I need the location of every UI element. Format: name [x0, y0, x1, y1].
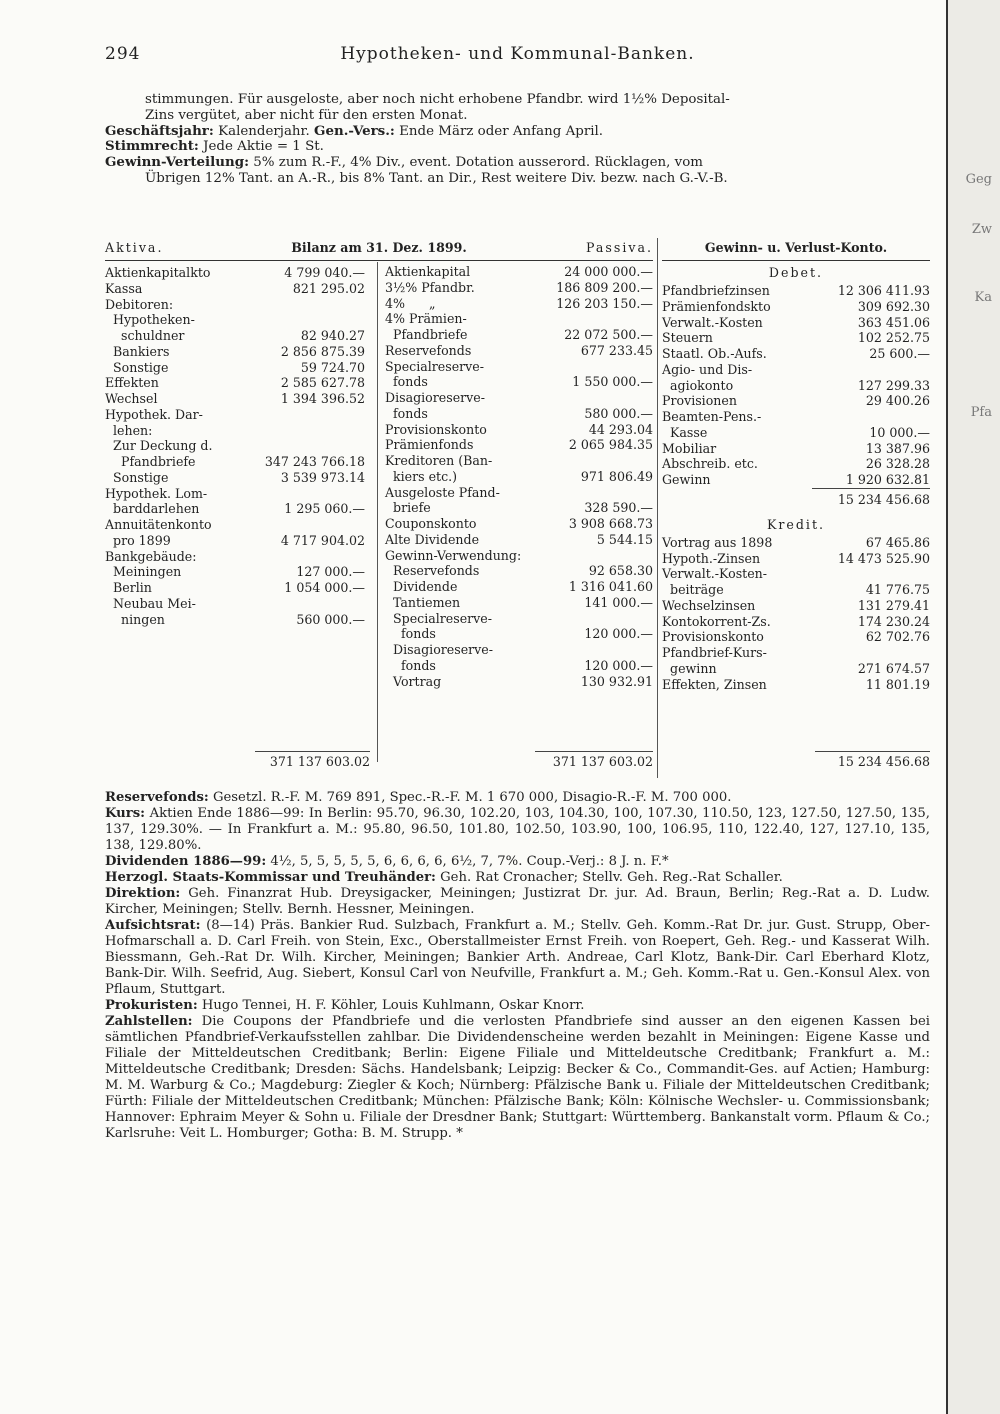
aktiva-row [105, 580, 375, 596]
kredit-value: 131 279.41 [857, 597, 930, 613]
debet-value: 29 400.26 [865, 393, 930, 409]
aktiva-label: Hypothek. Dar- [105, 406, 203, 422]
passiva-value: 971 806.49 [580, 468, 653, 484]
kredit-row [662, 614, 930, 630]
gewinn-text: 5% zum R.-F., 4% Div., event. Dotation ausserord. Rücklagen, vom [253, 155, 703, 171]
intro-line: stimmungen. Für ausgeloste, aber noch nicht erhobene Pfandbr. wird 1½% Deposital- [145, 92, 730, 107]
footer-paragraph [105, 806, 930, 854]
aktiva-value: 4 717 904.02 [280, 532, 365, 548]
aktiva-value: 4 799 040.— [284, 265, 365, 280]
passiva-row [385, 658, 653, 674]
debet-value: 1 920 632.81 [845, 472, 930, 487]
aktiva-row [105, 501, 375, 517]
passiva-row [385, 611, 653, 627]
geschaeftsjahr-text: Kalenderjahr. [218, 123, 310, 139]
aktiva-row [105, 423, 375, 439]
kredit-label: Effekten, Zinsen [662, 676, 767, 692]
aktiva-row [105, 612, 375, 628]
aktiva-row [105, 486, 375, 502]
kredit-row [662, 551, 930, 567]
aktiva-label: Aktienkapitalkto [105, 265, 211, 280]
aktiva-label: Hypotheken- [105, 312, 195, 328]
passiva-label: fonds [385, 657, 436, 673]
debet-label: Agio- und Dis- [662, 361, 753, 377]
aktiva-value: 1 054 000.— [284, 580, 365, 595]
aktiva-label: schuldner [105, 328, 185, 343]
debet-row [662, 472, 930, 488]
aktiva-row [105, 281, 375, 297]
kredit-row [662, 661, 930, 677]
footer-label: Direktion: [105, 886, 181, 901]
aktiva-row [105, 297, 375, 313]
kredit-value: 62 702.76 [865, 629, 930, 645]
aktiva-value: 1 394 396.52 [280, 391, 365, 406]
passiva-label: Provisionskonto [385, 421, 487, 437]
passiva-value: 24 000 000.— [564, 264, 653, 279]
aktiva-row [105, 344, 375, 360]
debet-label: Prämienfondskto [662, 298, 771, 314]
kredit-row [662, 629, 930, 645]
debet-value: 13 387.96 [865, 440, 930, 456]
passiva-row [385, 422, 653, 438]
passiva-row [385, 264, 653, 280]
aktiva-value: 59 724.70 [300, 359, 365, 375]
aktiva-row [105, 470, 375, 486]
kredit-row [662, 645, 930, 661]
aktiva-label: barddarlehen [105, 501, 200, 517]
debet-label: Pfandbriefzinsen [662, 283, 770, 298]
footer-text: Geh. Rat Cronacher; Stellv. Geh. Reg.-Rat Schaller. [440, 870, 783, 885]
debet-label: agiokonto [662, 377, 734, 393]
passiva-value: 1 550 000.— [572, 374, 653, 390]
passiva-value: 1 316 041.60 [568, 579, 653, 594]
debet-label: Verwalt.-Kosten [662, 314, 763, 330]
debet-row [662, 283, 930, 299]
aktiva-label: lehen: [105, 422, 153, 438]
intro-line: Zins vergütet, aber nicht für den ersten Monat. [145, 107, 468, 123]
page-title: Hypotheken- und Kommunal-Banken. [340, 44, 695, 64]
footer-text: Hugo Tennei, H. F. Köhler, Louis Kuhlmann, Oskar Knorr. [201, 998, 585, 1013]
passiva-value: 677 233.45 [580, 342, 653, 358]
debet-row [662, 409, 930, 425]
guv-header [662, 238, 930, 261]
margin-fragment: Geg [965, 172, 992, 187]
passiva-label: Pfandbriefe [385, 327, 468, 342]
bilanz-title: Bilanz am 31. Dez. 1899. [291, 240, 467, 255]
genvers-text: Ende März oder Anfang April. [399, 123, 604, 139]
passiva-row [385, 595, 653, 611]
aktiva-label: Meiningen [105, 564, 182, 580]
debet-row [662, 330, 930, 346]
passiva-value: 22 072 500.— [564, 327, 653, 342]
stimmrecht-label: Stimmrecht: [105, 138, 199, 155]
debet-value: 26 328.28 [865, 456, 930, 472]
aktiva-label: pro 1899 [105, 532, 171, 548]
page-edge [946, 0, 1000, 1414]
passiva-value: 328 590.— [584, 500, 653, 516]
passiva-row [385, 343, 653, 359]
debet-label: Abschreib. etc. [662, 456, 758, 472]
passiva-row [385, 626, 653, 642]
passiva-label: Alte Dividende [385, 531, 480, 547]
footer-text: Geh. Finanzrat Hub. Dreysigacker, Meiningen; Justizrat Dr. jur. Ad. Braun, Berlin; Reg.-Rat a. D. Ludw. Kircher, Meiningen; Stellv. Bernh. Hessner, Meiningen. [105, 886, 930, 917]
guv-column [662, 238, 930, 692]
passiva-label: fonds [385, 405, 428, 421]
passiva-row [385, 548, 653, 564]
kredit-row [662, 535, 930, 551]
footer-paragraph [105, 918, 930, 998]
aktiva-value: 2 585 627.78 [280, 375, 365, 391]
debet-label: Staatl. Ob.-Aufs. [662, 346, 767, 361]
footer-paragraph [105, 790, 930, 806]
passiva-row [385, 359, 653, 375]
passiva-row [385, 390, 653, 406]
aktiva-row [105, 360, 375, 376]
debet-row [662, 441, 930, 457]
kredit-value: 11 801.19 [865, 676, 930, 692]
passiva-label: 4% „ [385, 295, 436, 311]
passiva-value: 92 658.30 [588, 563, 653, 579]
kredit-value: 41 776.75 [865, 582, 930, 597]
passiva-label: Reservefonds [385, 563, 480, 579]
passiva-value: 120 000.— [584, 657, 653, 673]
passiva-label: Kreditoren (Ban- [385, 453, 493, 468]
bilanz-header [105, 238, 653, 261]
footer-paragraph [105, 886, 930, 918]
debet-row [662, 378, 930, 394]
aktiva-label: Annuitätenkonto [105, 517, 212, 532]
passiva-row [385, 642, 653, 658]
aktiva-value: 347 243 766.18 [264, 454, 365, 469]
passiva-value: 126 203 150.— [556, 295, 653, 311]
passiva-value: 2 065 984.35 [568, 437, 653, 453]
guv-title: Gewinn- u. Verlust-Konto. [704, 240, 888, 255]
passiva-row [385, 516, 653, 532]
kredit-label: Hypoth.-Zinsen [662, 550, 761, 566]
margin-fragment: Ka [974, 290, 992, 305]
total-rule [255, 751, 370, 752]
passiva-value: 3 908 668.73 [568, 516, 653, 531]
kredit-value: 174 230.24 [857, 613, 930, 629]
aktiva-label: Hypothek. Lom- [105, 485, 208, 501]
debet-value: 10 000.— [869, 424, 930, 440]
kredit-label: gewinn [662, 660, 717, 676]
geschaeftsjahr-label: Geschäftsjahr: [105, 122, 214, 139]
column-divider [377, 262, 378, 762]
passiva-row [385, 453, 653, 469]
kredit-label: Kontokorrent-Zs. [662, 613, 771, 629]
debet-row [662, 425, 930, 441]
passiva-label: Gewinn-Verwendung: [385, 547, 522, 563]
passiva-label: 4% Prämien- [385, 311, 467, 327]
passiva-value: 141 000.— [584, 594, 653, 610]
debet-value: 309 692.30 [857, 298, 930, 314]
passiva-label: Dividende [385, 579, 458, 594]
passiva-value: 44 293.04 [588, 421, 653, 437]
aktiva-label: Pfandbriefe [105, 454, 196, 469]
passiva-row [385, 485, 653, 501]
debet-label: Gewinn [662, 472, 711, 487]
footer-paragraph [105, 1014, 930, 1142]
aktiva-row [105, 265, 375, 281]
aktiva-label: Debitoren: [105, 296, 174, 312]
footer-text: Die Coupons der Pfandbriefe und die verlosten Pfandbriefe sind ausser an den eigenen Kassen bei sämtlichen Pfandbrief-Verkaufsstellen zahlbar. Die Dividendenscheine werden bezahlt in Meiningen: Eigene Kasse und Filiale der Mitteldeutschen Creditbank; Berlin: Eigene Filiale und Mitteldeutsche Creditbank; Frankfurt a. M.: Mitteldeutsche Creditbank; Dresden: Sächs. Handelsbank; Leipzig: Becker & Co., Commandit-Ges. auf Actien; Hamburg: M. M. Warburg & Co.; Magdeburg: Ziegler & Koch; Nürnberg: Pfälzische Bank u. Filiale der Mitteldeutschen Creditbank; Fürth: Filiale der Mitteldeutschen Creditbank; München: Pfälzische Bank; Köln: Kölnische Wechsler- u. Commissionsbank; Hannover: Ephraim Meyer & Sohn u. Filiale der Dresdner Bank; Stuttgart: Württemberg. Bankanstalt vorm. Pflaum & Co.; Karlsruhe: Veit L. Homburger; Gotha: B. M. Strupp. * [105, 1014, 930, 1141]
footer-label: Zahlstellen: [105, 1014, 193, 1029]
gewinn-label: Gewinn-Verteilung: [105, 154, 250, 171]
aktiva-label: Effekten [105, 375, 159, 391]
passiva-label: Reservefonds [385, 342, 472, 358]
page-number: 294 [105, 44, 141, 64]
gewinn-line [105, 155, 930, 171]
passiva-row [385, 327, 653, 343]
kredit-label: Verwalt.-Kosten- [662, 566, 768, 582]
passiva-value: 580 000.— [584, 405, 653, 421]
aktiva-value: 2 856 875.39 [280, 343, 365, 359]
passiva-row [385, 311, 653, 327]
aktiva-value: 821 295.02 [292, 280, 365, 296]
footer-label: Dividenden 1886—99: [105, 854, 267, 869]
passiva-label: fonds [385, 374, 428, 390]
footer-paragraph [105, 998, 930, 1014]
aktiva-label: Aktiva. [105, 240, 164, 255]
aktiva-label: ningen [105, 611, 165, 627]
footer-label: Prokuristen: [105, 998, 198, 1013]
aktiva-row [105, 596, 375, 612]
aktiva-total: 371 137 603.02 [269, 754, 370, 769]
debet-row [662, 456, 930, 472]
kredit-label: Vortrag aus 1898 [662, 534, 773, 550]
margin-fragment: Zw [971, 222, 992, 237]
kredit-row [662, 582, 930, 598]
passiva-value: 120 000.— [584, 626, 653, 642]
aktiva-row [105, 312, 375, 328]
kredit-value: 14 473 525.90 [837, 550, 930, 566]
aktiva-rows [105, 265, 375, 627]
page-header [105, 44, 930, 74]
debet-row [662, 362, 930, 378]
aktiva-value: 1 295 060.— [284, 501, 365, 517]
debet-total-row [812, 488, 930, 509]
debet-label: Kasse [662, 424, 708, 440]
debet-label: Beamten-Pens.- [662, 409, 762, 424]
passiva-row [385, 500, 653, 516]
kredit-label: beiträge [662, 582, 724, 597]
aktiva-value: 560 000.— [296, 611, 365, 627]
footer-label: Kurs: [105, 806, 146, 821]
debet-value: 127 299.33 [857, 377, 930, 393]
passiva-label: Ausgeloste Pfand- [385, 484, 500, 500]
debet-label: Steuern [662, 330, 713, 346]
genvers-label: Gen.-Vers.: [314, 122, 395, 139]
debet-row [662, 393, 930, 409]
geschaeftsjahr-line [105, 124, 930, 140]
aktiva-label: Sonstige [105, 359, 169, 375]
passiva-value: 5 544.15 [596, 531, 653, 547]
passiva-row [385, 406, 653, 422]
aktiva-row [105, 391, 375, 407]
passiva-label: Specialreserve- [385, 358, 484, 374]
debet-value: 12 306 411.93 [837, 283, 930, 298]
aktiva-value: 127 000.— [296, 564, 365, 580]
kredit-value: 271 674.57 [857, 660, 930, 676]
kredit-row [662, 566, 930, 582]
kredit-value: 67 465.86 [865, 534, 930, 550]
debet-value: 102 252.75 [857, 330, 930, 346]
passiva-label: Disagioreserve- [385, 390, 485, 405]
passiva-row [385, 437, 653, 453]
passiva-label: Tantiemen [385, 594, 461, 610]
aktiva-label: Kassa [105, 280, 143, 296]
kredit-label: Kredit. [766, 516, 826, 532]
intro-section [105, 92, 930, 187]
debet-value: 363 451.06 [857, 314, 930, 330]
aktiva-label: Berlin [105, 580, 152, 595]
passiva-row [385, 469, 653, 485]
passiva-label: Vortrag [385, 673, 442, 689]
total-rule [535, 751, 653, 752]
aktiva-label: Neubau Mei- [105, 595, 196, 611]
passiva-rows [385, 264, 653, 689]
passiva-label: Couponskonto [385, 516, 477, 531]
aktiva-row [105, 533, 375, 549]
gewinn-line-2: Übrigen 12% Tant. an A.-R., bis 8% Tant. an Dir., Rest weitere Div. bezw. nach G.-V.-B. [145, 170, 728, 186]
aktiva-label: Bankgebäude: [105, 548, 197, 564]
aktiva-row [105, 375, 375, 391]
aktiva-row [105, 328, 375, 344]
aktiva-row [105, 438, 375, 454]
margin-fragment: Pfa [970, 405, 992, 420]
passiva-label: kiers etc.) [385, 468, 458, 484]
kredit-label: Provisionskonto [662, 629, 764, 645]
footer-section [105, 790, 930, 1142]
balance-section [105, 238, 930, 778]
aktiva-label: Zur Deckung d. [105, 438, 213, 454]
passiva-row [385, 532, 653, 548]
footer-text: 4½, 5, 5, 5, 5, 5, 6, 6, 6, 6, 6½, 7, 7%. Coup.-Verj.: 8 J. n. F.* [270, 854, 669, 869]
debet-rows [662, 283, 930, 488]
passiva-row [385, 296, 653, 312]
passiva-label: 3½% Pfandbr. [385, 279, 475, 295]
footer-text: Aktien Ende 1886—99: In Berlin: 95.70, 96.30, 102.20, 103, 104.30, 100, 107.30, 110.50, 123, 127.50, 127.50, 135, 137, 129.30%. — In Frankfurt a. M.: 95.80, 96.50, 101.80, 102.50, 103.90, 100, 106.95, 110, 122.40, 127, 127.10, 135, 138, 129.80%. [105, 806, 930, 853]
debet-label: Provisionen [662, 393, 737, 409]
debet-total: 15 234 456.68 [837, 491, 930, 507]
passiva-value: 130 932.91 [580, 673, 653, 689]
total-rule [815, 751, 930, 752]
passiva-row [385, 563, 653, 579]
passiva-label: Aktienkapital [385, 264, 471, 279]
passiva-row [385, 674, 653, 690]
debet-row [662, 299, 930, 315]
passiva-label: Specialreserve- [385, 610, 492, 626]
aktiva-value: 3 539 973.14 [280, 469, 365, 485]
footer-paragraph [105, 870, 930, 886]
kredit-label: Pfandbrief-Kurs- [662, 645, 767, 660]
aktiva-row [105, 549, 375, 565]
passiva-total: 371 137 603.02 [552, 754, 653, 769]
debet-label: Debet. [768, 265, 824, 280]
footer-paragraph [105, 854, 930, 870]
passiva-value: 186 809 200.— [556, 279, 653, 295]
aktiva-row [105, 564, 375, 580]
kredit-label: Wechselzinsen [662, 597, 756, 613]
aktiva-value: 82 940.27 [300, 328, 365, 343]
kredit-rows [662, 535, 930, 693]
debet-row [662, 315, 930, 331]
debet-label: Mobiliar [662, 440, 717, 456]
footer-label: Aufsichtsrat: [105, 918, 201, 933]
footer-label: Reservefonds: [105, 790, 209, 805]
aktiva-row [105, 407, 375, 423]
stimmrecht-text: Jede Aktie = 1 St. [203, 139, 324, 155]
kredit-row [662, 598, 930, 614]
footer-text: (8—14) Präs. Bankier Rud. Sulzbach, Frankfurt a. M.; Stellv. Geh. Komm.-Rat Dr. jur. Gust. Strupp, Ober-Hofmarschall a. D. Carl Freih. von Stein, Exc., Oberstallmeister Ernst Freih. von Roepert, Geh. Reg.- und Kasserat Wilh. Biessmann, Geh.-Rat Dr. Wilh. Kircher, Meiningen; Bankier Arth. Andreae, Carl Klotz, Bank-Dir. Carl Eberhard Klotz, Bank-Dir. Wilh. Seefrid, Aug. Siebert, Konsul Carl von Neufville, Frankfurt a. M.; Geh. Komm.-Rat u. Gen.-Konsul Alex. von Pflaum, Stuttgart. [105, 918, 930, 997]
passiva-row [385, 579, 653, 595]
stimmrecht-line [105, 139, 930, 155]
footer-label: Herzogl. Staats-Kommissar und Treuhänder: [105, 870, 436, 885]
kredit-total: 15 234 456.68 [837, 754, 930, 769]
footer-text: Gesetzl. R.-F. M. 769 891, Spec.-R.-F. M. 1 670 000, Disagio-R.-F. M. 700 000. [212, 790, 732, 805]
aktiva-label: Bankiers [105, 343, 170, 359]
kredit-row [662, 677, 930, 693]
aktiva-label: Sonstige [105, 469, 169, 485]
column-divider [657, 238, 658, 778]
aktiva-row [105, 454, 375, 470]
passiva-label: Disagioreserve- [385, 642, 494, 657]
passiva-row [385, 374, 653, 390]
aktiva-label: Wechsel [105, 391, 158, 406]
passiva-label: Passiva. [586, 240, 653, 255]
aktiva-row [105, 517, 375, 533]
debet-value: 25 600.— [869, 346, 930, 361]
passiva-label: briefe [385, 500, 431, 516]
debet-row [662, 346, 930, 362]
passiva-label: fonds [385, 626, 436, 642]
passiva-row [385, 280, 653, 296]
passiva-label: Prämienfonds [385, 437, 474, 453]
